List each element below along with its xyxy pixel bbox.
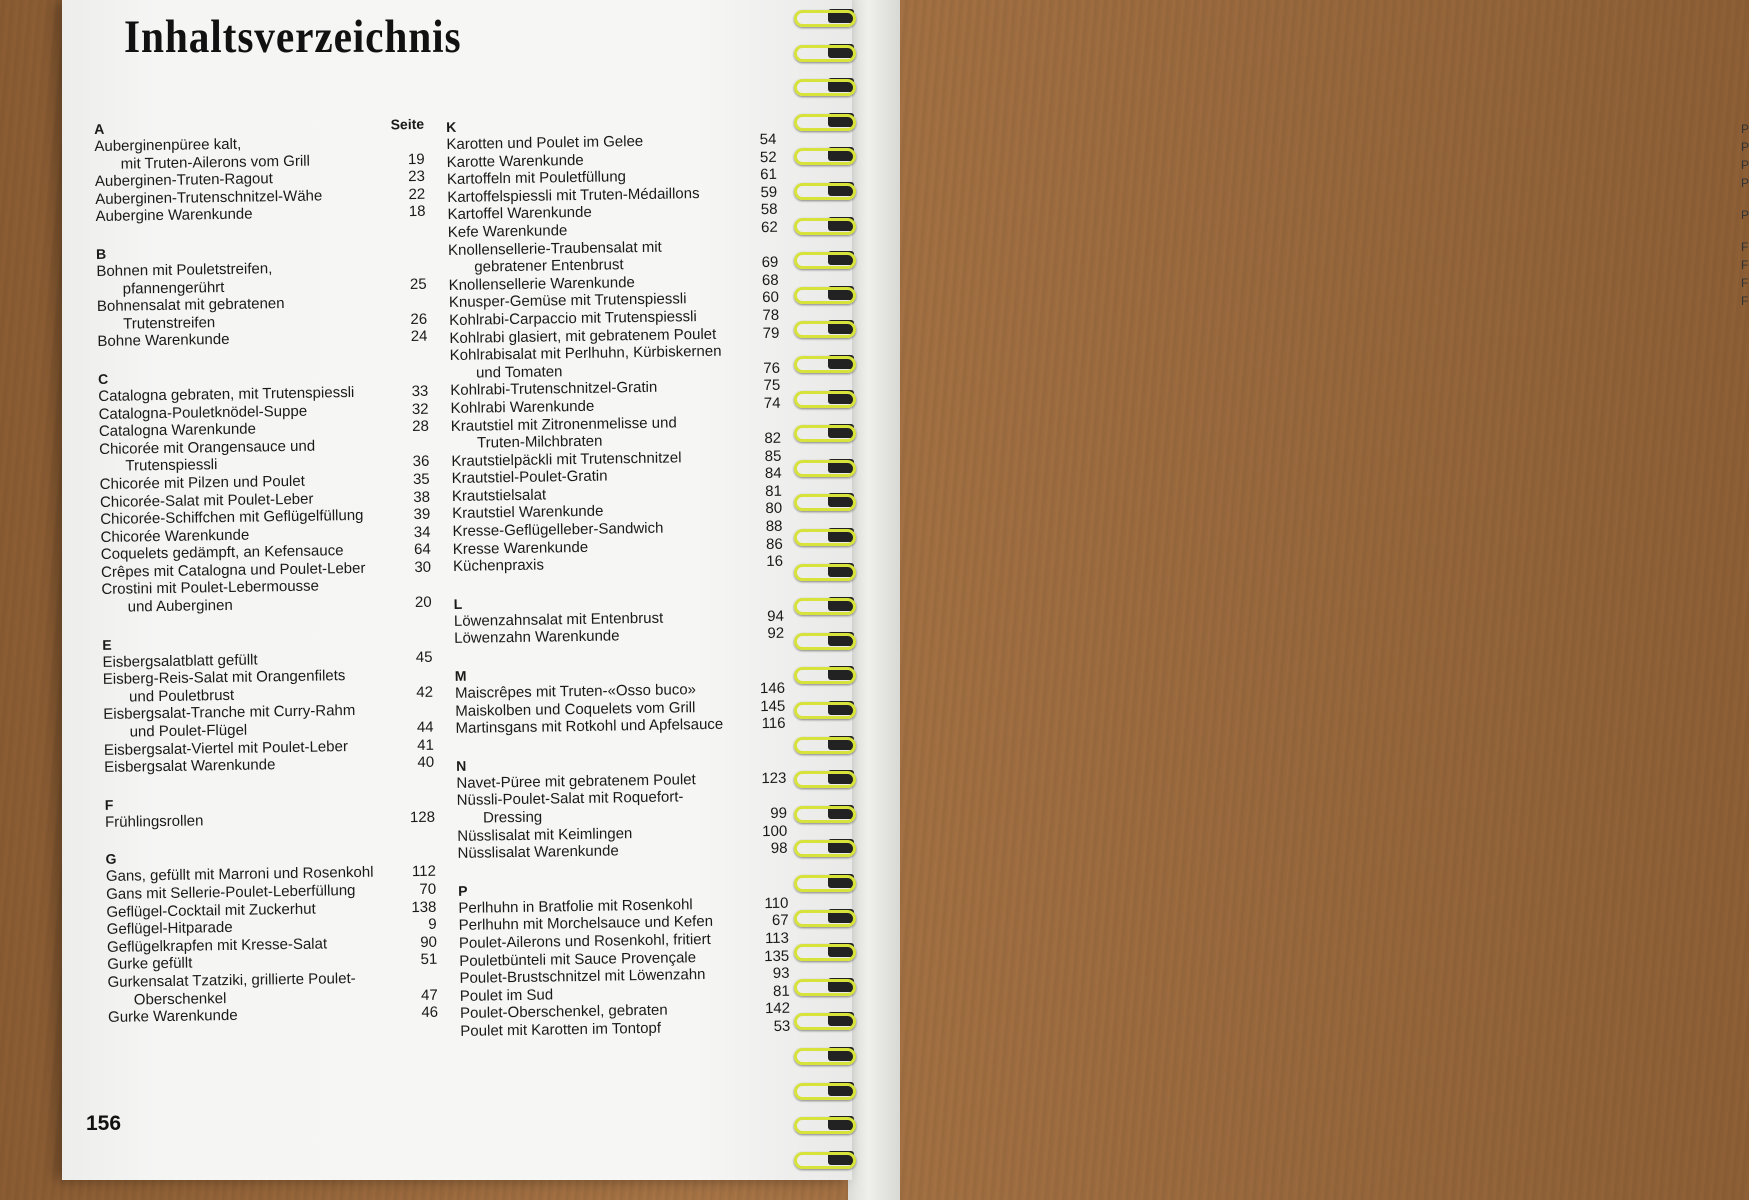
section-letter-text: L <box>453 595 463 612</box>
coil-wire <box>794 875 856 892</box>
entry-page: 92 <box>767 625 785 643</box>
entry-title: Knollensellerie-Traubensalat mit <box>447 238 662 259</box>
index-section-p <box>458 877 790 1041</box>
index-section-b <box>96 240 428 351</box>
entry-page <box>403 969 437 987</box>
entry-page: 128 <box>409 808 436 826</box>
spiral-binding <box>790 0 870 1200</box>
entry-title: Gans mit Sellerie-Poulet-Leberfüllung <box>106 881 356 903</box>
section-letter-text: F <box>104 796 114 813</box>
entry-title: Auberginenpüree kalt, <box>94 135 242 155</box>
index-entry <box>97 328 427 351</box>
coil-wire <box>794 460 856 477</box>
entry-title: Nüssli-Poulet-Salat mit Roquefort- <box>456 788 684 810</box>
index-section-a <box>94 115 426 226</box>
section-letter-text: N <box>456 757 467 774</box>
entry-page <box>399 701 433 719</box>
spiral-coil <box>790 594 856 614</box>
entry-title: Gurke Warenkunde <box>107 1007 238 1027</box>
spiral-coil <box>790 75 856 95</box>
entry-page: 113 <box>764 929 790 948</box>
entry-title: mit Truten-Ailerons vom Grill <box>120 152 311 173</box>
entry-title: Krautstielpäckli mit Trutenschnitzel <box>451 449 682 470</box>
spiral-coil <box>790 629 856 649</box>
entry-page: 82 <box>764 429 782 448</box>
section-letter-text: G <box>105 851 117 868</box>
entry-page: 51 <box>420 951 438 969</box>
next-page-letter: P <box>1741 122 1749 136</box>
entry-title: Chicorée-Schiffchen mit Geflügelfüllung <box>100 506 364 529</box>
spiral-coil <box>790 940 856 960</box>
spiral-coil <box>790 248 856 268</box>
entry-page <box>399 666 433 684</box>
coil-wire <box>794 702 856 719</box>
entry-title: Eisbergsalat-Tranche mit Curry-Rahm <box>103 702 356 724</box>
entry-page: 52 <box>759 148 777 166</box>
coil-wire <box>794 10 856 27</box>
entry-page: 138 <box>411 898 437 916</box>
entry-title: und Tomaten <box>475 362 563 382</box>
coil-wire <box>794 252 856 269</box>
entry-page: 38 <box>413 488 431 506</box>
spiral-coil <box>790 283 856 303</box>
section-letter-text: P <box>458 882 468 899</box>
spiral-coil <box>790 490 856 510</box>
entry-title: Eisbergsalatblatt gefüllt <box>102 651 258 671</box>
entry-page: 16 <box>766 553 784 571</box>
coil-wire <box>794 944 856 961</box>
index-entry <box>104 754 434 777</box>
index-section-m <box>455 662 786 738</box>
entry-page: 84 <box>764 465 782 483</box>
entry-page: 23 <box>408 167 426 186</box>
entry-page: 40 <box>417 753 435 772</box>
section-letter-text: C <box>97 370 109 387</box>
entry-page: 36 <box>412 453 430 471</box>
entry-page: 44 <box>416 718 434 737</box>
spiral-coil <box>790 41 856 61</box>
entry-page: 60 <box>762 289 779 307</box>
entry-title: Poulet-Oberschenkel, gebraten <box>459 1001 668 1023</box>
entry-title: Dressing <box>482 808 543 827</box>
entry-title: Aubergine Warenkunde <box>95 205 253 226</box>
section-letter-text: M <box>454 667 467 684</box>
entry-title: Crêpes mit Catalogna und Poulet-Leber <box>100 559 366 581</box>
next-page-letter: F <box>1741 294 1749 308</box>
spiral-coil <box>790 352 856 372</box>
coil-wire <box>794 771 856 788</box>
entry-title: Auberginen-Trutenschnitzel-Wähe <box>95 187 323 208</box>
index-entry <box>460 1018 790 1041</box>
entry-page: 41 <box>417 736 434 754</box>
coil-wire <box>794 1083 856 1100</box>
entry-title: Eisbergsalat Warenkunde <box>104 756 276 777</box>
entry-page: 32 <box>411 400 429 418</box>
seite-header: Seite <box>390 115 425 133</box>
entry-title: Löwenzahn Warenkunde <box>454 627 620 648</box>
entry-title: Martinsgans mit Rotkohl und Apfelsauce <box>455 715 724 738</box>
entry-title: Karotten und Poulet im Gelee <box>446 132 644 153</box>
entry-page: 78 <box>762 306 780 324</box>
next-page-letter: F <box>1741 276 1749 290</box>
entry-title: Gurkensalat Tzatziki, grillierte Poulet- <box>107 969 356 991</box>
entry-title: Bohnensalat mit gebratenen <box>96 295 285 316</box>
entry-page: 24 <box>410 328 428 346</box>
entry-page: 45 <box>415 648 433 666</box>
entry-title: Knusper-Gemüse mit Trutenspiessli <box>448 290 687 312</box>
entry-page: 90 <box>420 933 438 951</box>
coil-wire <box>794 633 856 650</box>
coil-wire <box>794 840 856 857</box>
coil-wire <box>794 79 856 96</box>
coil-wire <box>794 667 856 684</box>
entry-page: 59 <box>760 183 778 201</box>
spiral-coil <box>790 456 856 476</box>
next-page-letter: P <box>1741 140 1749 154</box>
coil-wire <box>794 218 856 235</box>
index-entry <box>453 553 783 576</box>
entry-page <box>392 258 426 276</box>
entry-page: 81 <box>772 982 790 1000</box>
spiral-coil <box>790 871 856 891</box>
entry-page: 9 <box>428 915 437 934</box>
coil-wire <box>794 321 856 338</box>
entry-title: Knollensellerie Warenkunde <box>448 273 635 294</box>
entry-title: Trutenspiessli <box>125 456 218 475</box>
spiral-coil <box>790 698 856 718</box>
index-entry <box>457 840 787 863</box>
entry-title: Perlhuhn mit Morchelsauce und Kefen <box>458 913 714 935</box>
index-entry <box>95 203 425 226</box>
entry-page: 54 <box>759 130 777 149</box>
entry-page: 22 <box>408 185 426 203</box>
entry-title: Kresse Warenkunde <box>452 538 589 558</box>
section-letter-text: A <box>94 120 105 137</box>
coil-wire <box>794 1013 856 1030</box>
entry-title: Kefe Warenkunde <box>447 222 568 241</box>
entry-title: Oberschenkel <box>133 989 227 1009</box>
entry-title: Catalogna Warenkunde <box>98 420 257 441</box>
entry-title: Maiscrêpes mit Truten-«Osso buco» <box>454 681 697 702</box>
entry-page: 20 <box>414 593 432 612</box>
section-letter-text: K <box>446 118 457 135</box>
entry-title: Chicorée mit Pilzen und Poulet <box>99 472 305 493</box>
entry-title: Krautstiel mit Zitronenmelisse und <box>450 413 677 435</box>
entry-page: 28 <box>412 417 429 436</box>
next-page-letter: F <box>1741 258 1749 272</box>
entry-title: Küchenpraxis <box>452 556 545 576</box>
spiral-coil <box>790 387 856 407</box>
entry-page: 123 <box>761 769 787 787</box>
next-page-text <box>1741 120 1749 310</box>
entry-page: 33 <box>411 382 429 400</box>
coil-wire <box>794 45 856 62</box>
spiral-coil <box>790 663 856 683</box>
entry-page <box>390 133 424 151</box>
spiral-coil <box>790 836 856 856</box>
coil-wire <box>794 114 856 131</box>
index-entry <box>108 1004 438 1027</box>
entry-page: 35 <box>412 470 430 488</box>
entry-page: 69 <box>761 253 779 272</box>
entry-page: 64 <box>413 541 431 559</box>
entry-page <box>393 293 427 311</box>
entry-title: gebratener Entenbrust <box>474 256 624 276</box>
entry-page: 62 <box>760 218 778 237</box>
coil-wire <box>794 529 856 546</box>
entry-title: Gurke gefüllt <box>107 954 193 974</box>
entry-title: Kartoffelspiessli mit Truten-Médaillons <box>447 184 700 206</box>
entry-title: Frühlingsrollen <box>104 812 204 831</box>
section-letter-text: B <box>95 245 107 262</box>
entry-page: 74 <box>763 394 781 412</box>
next-page-letter: P <box>1741 208 1749 222</box>
entry-title: Trutenstreifen <box>123 313 216 333</box>
entry-page: 135 <box>764 947 790 965</box>
coil-wire <box>794 979 856 996</box>
index-column-right <box>446 113 791 1060</box>
entry-title: Bohne Warenkunde <box>97 331 230 351</box>
coil-wire <box>794 1117 856 1134</box>
spiral-coil <box>790 1009 856 1029</box>
entry-page: 116 <box>761 714 786 733</box>
spiral-coil <box>790 906 856 926</box>
index-section-e <box>102 630 434 776</box>
coil-wire <box>794 737 856 754</box>
entry-page: 112 <box>411 863 436 881</box>
spiral-coil <box>790 144 856 164</box>
entry-page: 61 <box>760 165 778 184</box>
entry-title: Crostini mit Poulet-Lebermousse <box>101 577 320 599</box>
entry-title: Kohlrabi Warenkunde <box>450 397 595 417</box>
spiral-coil <box>790 975 856 995</box>
coil-wire <box>794 910 856 927</box>
index-section-n <box>456 752 788 863</box>
entry-page: 75 <box>763 377 781 395</box>
spiral-coil <box>790 214 856 234</box>
entry-page: 25 <box>409 275 427 293</box>
entry-title: Perlhuhn in Bratfolie mit Rosenkohl <box>458 896 693 917</box>
entry-title: Poulet im Sud <box>459 986 554 1005</box>
entry-page <box>397 576 431 594</box>
index-section-l <box>453 590 784 648</box>
coil-wire <box>794 494 856 511</box>
entry-page <box>744 236 778 254</box>
entry-title: Krautstiel-Poulet-Gratin <box>451 467 608 488</box>
coil-wire <box>794 425 856 442</box>
entry-page <box>747 412 781 430</box>
coil-wire <box>794 1152 856 1169</box>
spiral-coil <box>790 110 856 130</box>
spiral-coil <box>790 1079 856 1099</box>
entry-title: Kartoffel Warenkunde <box>447 204 592 224</box>
entry-page: 145 <box>760 697 786 715</box>
entry-title: Löwenzahnsalat mit Entenbrust <box>453 609 664 630</box>
entry-page <box>746 342 780 360</box>
coil-wire <box>794 148 856 165</box>
spiral-coil <box>790 317 856 337</box>
coil-wire <box>794 183 856 200</box>
entry-title: Kohlrabi glasiert, mit gebratenem Poulet <box>449 325 717 347</box>
entry-title: und Poulet-Flügel <box>129 721 248 741</box>
coil-wire <box>794 564 856 581</box>
next-page-letter: P <box>1741 158 1749 172</box>
entry-title: Geflügel-Hitparade <box>106 919 233 939</box>
spiral-coil <box>790 767 856 787</box>
page-number: 156 <box>86 1112 122 1135</box>
entry-title: Chicorée-Salat mit Poulet-Leber <box>99 490 314 511</box>
spiral-coil <box>790 802 856 822</box>
entry-page <box>753 787 787 805</box>
entry-title: und Auberginen <box>127 596 233 616</box>
spiral-coil <box>790 1113 856 1133</box>
index-entry <box>455 715 785 738</box>
spiral-coil <box>790 525 856 545</box>
entry-page: 53 <box>773 1017 791 1035</box>
entry-page: 76 <box>763 359 781 377</box>
entry-page: 94 <box>767 607 784 625</box>
index-entry <box>454 625 784 648</box>
entry-title: pfannengerührt <box>122 278 225 298</box>
entry-page: 100 <box>762 822 788 840</box>
coil-wire <box>794 598 856 615</box>
entry-page: 110 <box>764 894 789 912</box>
page-title: Inhaltsverzeichnis <box>124 11 462 63</box>
spiral-coil <box>790 560 856 580</box>
entry-title: Kohlrabi-Trutenschnitzel-Gratin <box>450 379 658 400</box>
entry-page: 67 <box>771 912 789 930</box>
entry-title: Poulet-Ailerons und Rosenkohl, fritiert <box>458 930 711 952</box>
entry-page: 98 <box>770 839 788 858</box>
entry-title: Maiskolben und Coquelets vom Grill <box>455 698 696 720</box>
entry-page: 19 <box>407 150 425 168</box>
entry-title: Pouletbünteli mit Sauce Provençale <box>459 948 697 970</box>
spiral-coil <box>790 6 856 26</box>
entry-page <box>395 435 429 453</box>
entry-title: Kresse-Geflügelleber-Sandwich <box>452 519 664 541</box>
entry-page: 79 <box>762 324 780 342</box>
index-entry <box>102 594 432 617</box>
entry-page: 81 <box>765 482 783 500</box>
entry-title: Coquelets gedämpft, an Kefensauce <box>100 542 344 564</box>
entry-title: Truten-Milchbraten <box>476 432 603 452</box>
index-section-c <box>98 365 432 617</box>
next-page-letter: P <box>1741 176 1749 190</box>
entry-page: 18 <box>408 203 426 221</box>
entry-title: Gans, gefüllt mit Marroni und Rosenkohl <box>105 864 374 886</box>
entry-title: Kohlrabisalat mit Perlhuhn, Kürbiskernen <box>449 342 722 365</box>
coil-wire <box>794 287 856 304</box>
entry-page: 42 <box>416 683 434 701</box>
entry-title: Kohlrabi-Carpaccio mit Trutenspiessli <box>449 308 697 329</box>
next-page-letter: F <box>1741 240 1749 254</box>
entry-title: Catalogna gebraten, mit Trutenspiessli <box>98 383 355 405</box>
entry-title: Catalogna-Pouletknödel-Suppe <box>98 402 308 423</box>
index-section-k <box>446 113 783 576</box>
entry-page: 47 <box>420 986 438 1004</box>
spiral-coil <box>790 1044 856 1064</box>
entry-title: Bohnen mit Pouletstreifen, <box>96 260 273 280</box>
entry-page: 70 <box>419 880 437 898</box>
coil-wire <box>794 356 856 373</box>
entry-title: Auberginen-Truten-Ragout <box>94 170 273 191</box>
entry-page: 86 <box>765 535 783 553</box>
entry-page: 46 <box>421 1003 439 1022</box>
entry-title: Eisbergsalat-Viertel mit Poulet-Leber <box>103 737 349 759</box>
entry-page: 99 <box>770 804 788 822</box>
entry-title: Geflügel-Cocktail mit Zuckerhut <box>106 900 316 921</box>
coil-wire <box>794 1048 856 1065</box>
entry-page: 88 <box>765 517 783 536</box>
entry-page: 146 <box>759 679 786 698</box>
entry-title: Karotte Warenkunde <box>446 151 584 171</box>
entry-page: 142 <box>764 1000 791 1018</box>
entry-page: 68 <box>761 271 779 289</box>
entry-title: Eisberg-Reis-Salat mit Orangenfilets <box>102 667 346 689</box>
index-column-left <box>94 115 439 1046</box>
spiral-coil <box>790 179 856 199</box>
entry-page: 85 <box>764 447 782 465</box>
entry-title: Poulet mit Karotten im Tontopf <box>460 1019 662 1040</box>
entry-page: 80 <box>765 500 783 518</box>
entry-title: Chicorée Warenkunde <box>100 526 250 546</box>
spiral-coil <box>790 421 856 441</box>
entry-title: Kartoffeln mit Pouletfüllung <box>446 168 627 189</box>
spiral-coil <box>790 1148 856 1168</box>
entry-title: Krautstiel Warenkunde <box>452 503 604 523</box>
entry-title: Poulet-Brustschnitzel mit Löwenzahn <box>459 966 706 988</box>
entry-title: Nüsslisalat Warenkunde <box>457 842 619 863</box>
entry-page: 93 <box>772 964 790 983</box>
entry-page: 58 <box>760 201 778 219</box>
coil-wire <box>794 806 856 823</box>
index-section-g <box>105 845 438 1027</box>
entry-title: Krautstielsalat <box>451 486 547 505</box>
spiral-coil <box>790 733 856 753</box>
entry-title: Chicorée mit Orangensauce und <box>99 437 316 458</box>
entry-page: 26 <box>410 310 428 328</box>
entry-title: und Pouletbrust <box>128 686 235 706</box>
entry-page: 34 <box>413 523 431 541</box>
index-section-f <box>105 791 436 832</box>
entry-title: Navet-Püree mit gebratenem Poulet <box>456 770 696 792</box>
entry-title: Nüsslisalat mit Keimlingen <box>457 824 633 845</box>
section-letter-text: E <box>102 636 112 653</box>
entry-page: 39 <box>413 505 431 524</box>
coil-wire <box>794 391 856 408</box>
entry-page: 30 <box>414 558 432 576</box>
entry-title: Geflügelkrapfen mit Kresse-Salat <box>106 935 328 956</box>
